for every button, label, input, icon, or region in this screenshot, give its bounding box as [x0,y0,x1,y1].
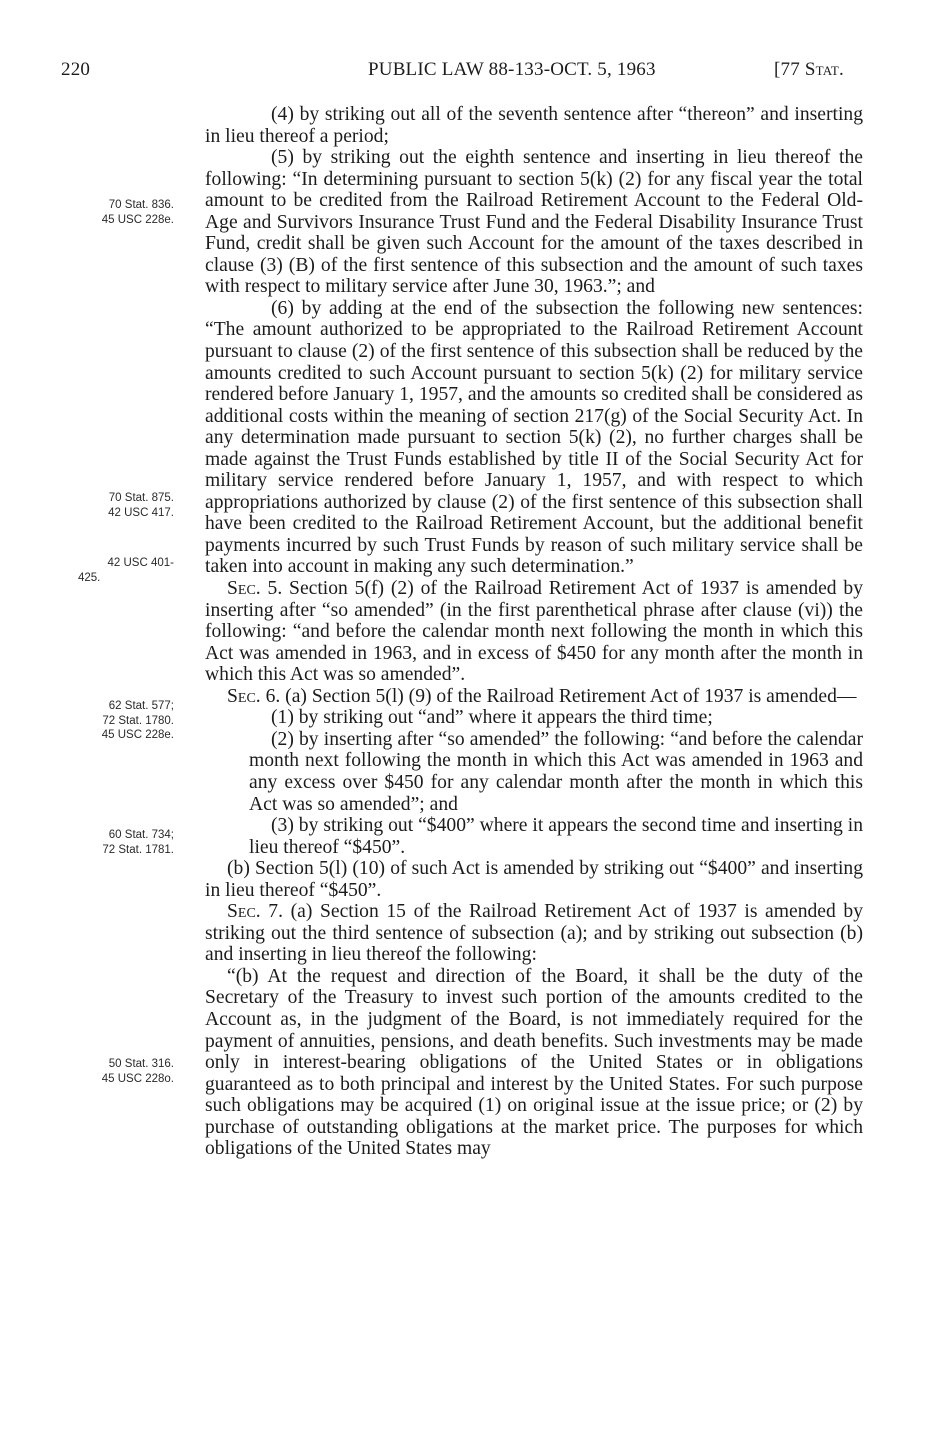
margin-note-line: 42 USC 401- [107,557,174,569]
paragraph: (b) Section 5(l) (10) of such Act is amended by striking out “$400” and inserting in lieu thereof “$450”. [205,858,863,901]
margin-note [52,556,174,585]
section-paragraph [205,686,863,708]
paragraph: (5) by striking out the eighth sentence and inserting in lieu thereof the following: “In determining pursuant to section 5(k) (2) for any fiscal year the total amount to be credited from the Railroad Retirement Account to the Federal Old-Age and Survivors Insurance Trust Fund and the Federal Disability Insurance Trust Fund, credit shall be given such Account for the amount of the taxes described in clause (3) (B) of the first sentence of this subsection and the amount of such taxes with respect to military service after June 30, 1963.”; and [205,147,863,298]
margin-note [52,198,174,227]
margin-note-line: 45 USC 228o. [101,1072,174,1085]
section-text: 6. (a) Section 5(l) (9) of the Railroad Retirement Act of 1937 is amended— [260,685,857,707]
paragraph: (2) by inserting after “so amended” the following: “and before the calendar month next following the month in which this Act was amended in 1963 and any excess over $450 for any calendar month after the month in which this Act was so amended”; and [249,728,863,815]
paragraph: (3) by striking out “$400” where it appears the second time and inserting in lieu thereof “$450”. [249,815,863,858]
margin-note-line: 50 Stat. 316. [108,1058,174,1070]
margin-note-line: 45 USC 228e. [101,213,174,226]
section-text: 5. Section 5(f) (2) of the Railroad Retirement Act of 1937 is amended by inserting after “so amended” (in the first parenthetical phrase after clause (vi)) the following: “and before the calendar month next following the month in which this Act was amended in 1963, and in excess of $450 for any month after the month in which this Act was so amended”. [205,578,863,686]
paragraph: (6) by adding at the end of the subsection the following new sentences: “The amount authorized to be appropriated to the Railroad Retirement Account pursuant to clause (2) of the first sentence of this subsection shall be reduced by the amounts credited to such Account pursuant to section 5(k) (2) for military service rendered before January 1, 1957, and the amounts so credited shall be considered as additional costs within the meaning of section 217(g) of the Social Security Act. In any determination made pursuant to section 5(k) (2), no further charges shall be made against the Trust Funds established by title II of the Social Security Act for military service rendered before January 1, 1957, and with respect to which appropriations authorized by clause (2) of the first sentence of this subsection shall have been credited to the Railroad Retirement Account, but the additional benefit payments incurred by such Trust Funds by reason of such military service shall be taken into account in making any such determination.” [205,297,863,578]
paragraph: “(b) At the request and direction of the Board, it shall be the duty of the Secretary of the Treasury to invest such portion of the amounts credited to the Account as, in the judgment of the Board, is not immediately required for the payment of annuities, pensions, and death benefits. Such investments may be made only in interest-bearing obligations of the United States or in obligations guaranteed as to both principal and interest by the United States. For such purpose such obligations may be acquired (1) on original issue at the issue price; or (2) by purchase of outstanding obligations at the market price. The purposes for which obligations of the United States may [205,965,863,1160]
volume-prefix: [77 [774,59,805,80]
margin-note-line: 45 USC 228e. [101,729,174,741]
margin-note-line: 72 Stat. 1780. [102,714,174,727]
section-paragraph [205,578,863,686]
section-label: Sec. [227,901,261,923]
margin-note-line: 60 Stat. 734; [108,829,174,841]
volume-reference [774,58,844,82]
section-text: 7. (a) Section 15 of the Railroad Retirement Act of 1937 is amended by striking out the third sentence of subsection (a); and by striking out subsection (b) and inserting in lieu thereof the following: [205,901,863,966]
margin-note [52,699,174,743]
section-label: Sec. [227,685,261,707]
running-title: PUBLIC LAW 88-133-OCT. 5, 1963 [368,59,656,80]
page-number: 220 [61,59,91,80]
body-text [205,104,863,1160]
margin-note [52,491,174,520]
margin-note-line: 42 USC 417. [108,506,174,519]
margin-note [52,828,174,857]
margin-note-line: 70 Stat. 836. [108,199,174,211]
margin-note [52,1057,174,1086]
section-paragraph [205,901,863,966]
volume-abbr: Stat. [804,59,844,80]
margin-note-line: 72 Stat. 1781. [102,843,174,856]
margin-note-line: 425. [78,571,101,584]
paragraph: (4) by striking out all of the seventh sentence after “thereon” and inserting in lieu thereof a period; [205,104,863,147]
paragraph: (1) by striking out “and” where it appears the third time; [271,707,713,729]
margin-note-line: 62 Stat. 577; [108,700,174,712]
margin-note-line: 70 Stat. 875. [108,492,174,504]
section-label: Sec. [227,578,261,600]
